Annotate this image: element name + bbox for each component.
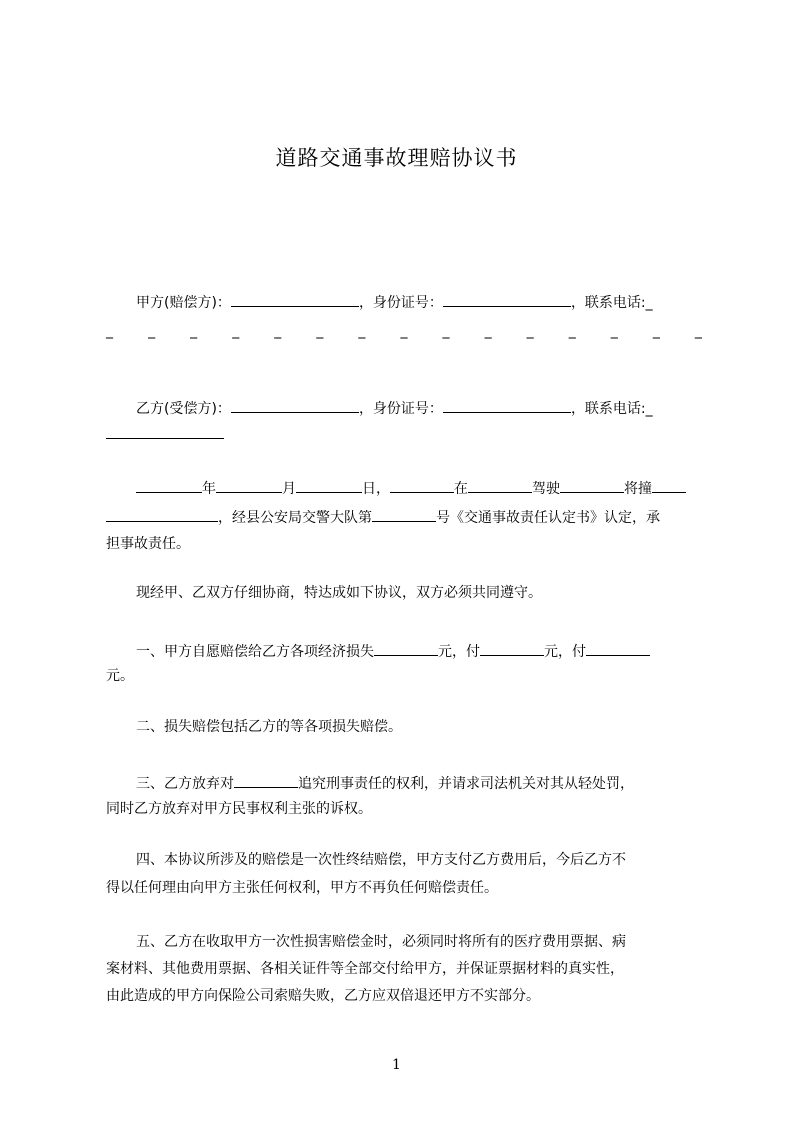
day-label: 日， xyxy=(362,481,390,497)
party-b-label: 乙方(受偿方)： xyxy=(136,401,231,417)
clause-3-line-2: 同时乙方放弃对甲方民事权利主张的诉权。 xyxy=(106,801,372,817)
party-b-phone-label: ，联系电话:_ xyxy=(570,401,653,417)
clause-2: 二、损失赔偿包括乙方的等各项损失赔偿。 xyxy=(136,719,402,735)
clause-3-line-1 xyxy=(136,773,634,793)
party-b-name-blank[interactable] xyxy=(231,398,359,413)
party-b-phone-blank[interactable] xyxy=(106,424,224,439)
party-a-label: 甲方(赔偿方)： xyxy=(136,295,231,311)
clause-3-text-a: 三、乙方放弃对 xyxy=(136,776,234,792)
party-blank[interactable] xyxy=(390,478,454,493)
party-a-line xyxy=(136,292,653,312)
clause-5-line-3: 由此造成的甲方向保险公司索赔失败，乙方应双倍退还甲方不实部分。 xyxy=(106,988,540,1004)
party-b-id-blank[interactable] xyxy=(443,398,571,413)
month-blank[interactable] xyxy=(216,478,282,493)
page-number: 1 xyxy=(392,1057,401,1073)
ruling-number-blank[interactable] xyxy=(372,507,436,522)
party-a-id-blank[interactable] xyxy=(443,292,571,307)
clause-3-text-b: 追究刑事责任的权利，并请求司法机关对其从轻处罚， xyxy=(298,776,634,792)
at-label: 在 xyxy=(454,481,468,497)
year-label: 年 xyxy=(202,481,216,497)
clause-1-text: 一、甲方自愿赔偿给乙方各项经济损失 xyxy=(136,644,374,660)
clause-5-line-2: 案材料、其他费用票据、各相关证件等全部交付给甲方，并保证票据材料的真实性， xyxy=(106,961,624,977)
bureau-label: ，经县公安局交警大队第 xyxy=(218,510,372,526)
month-label: 月 xyxy=(282,481,296,497)
victim-blank[interactable] xyxy=(106,507,218,522)
total-amount-blank[interactable] xyxy=(374,641,438,656)
party-b-id-label: ，身份证号： xyxy=(358,401,443,417)
clause-4-line-1: 四、本协议所涉及的赔偿是一次性终结赔偿，甲方支付乙方费用后，今后乙方不 xyxy=(136,852,626,868)
clause-5-line-1: 五、乙方在收取甲方一次性损害赔偿金时，必须同时将所有的医疗费用票据、病 xyxy=(136,934,626,950)
year-blank[interactable] xyxy=(136,478,202,493)
accident-line-2 xyxy=(106,507,660,527)
party-a-id-label: ，身份证号： xyxy=(358,295,443,311)
clause-1-line-2: 元。 xyxy=(106,668,134,684)
party-b-phone-blank-line xyxy=(106,424,224,444)
clause-1-pay-1: 元，付 xyxy=(438,644,480,660)
party-a-name-blank[interactable] xyxy=(231,292,359,307)
payment-2-blank[interactable] xyxy=(586,641,650,656)
party-a-phone-blank[interactable]: _ _ _ _ _ _ _ _ _ _ _ _ _ _ _ xyxy=(106,323,702,339)
accident-line-1 xyxy=(136,478,686,498)
clause-1-line-1 xyxy=(136,641,650,661)
location-blank[interactable] xyxy=(468,478,532,493)
intro-paragraph: 现经甲、乙双方仔细协商，特达成如下协议，双方必须共同遵守。 xyxy=(136,585,542,601)
party-a-phone-label: ，联系电话:_ xyxy=(570,295,653,311)
clause-4-line-2: 得以任何理由向甲方主张任何权利，甲方不再负任何赔偿责任。 xyxy=(106,880,498,896)
clause-1-pay-2: 元，付 xyxy=(544,644,586,660)
drive-label: 驾驶 xyxy=(532,481,560,497)
victim-blank-start[interactable] xyxy=(652,478,686,493)
ruling-label: 号《交通事故责任认定书》认定，承 xyxy=(436,510,660,526)
vehicle-blank[interactable] xyxy=(560,478,624,493)
payment-1-blank[interactable] xyxy=(480,641,544,656)
accident-line-3: 担事故责任。 xyxy=(106,536,190,552)
hit-label: 将撞 xyxy=(624,481,652,497)
party-b-line xyxy=(136,398,653,418)
day-blank[interactable] xyxy=(296,478,362,493)
waiver-party-blank[interactable] xyxy=(234,773,298,788)
document-title: 道路交通事故理赔协议书 xyxy=(275,146,518,170)
